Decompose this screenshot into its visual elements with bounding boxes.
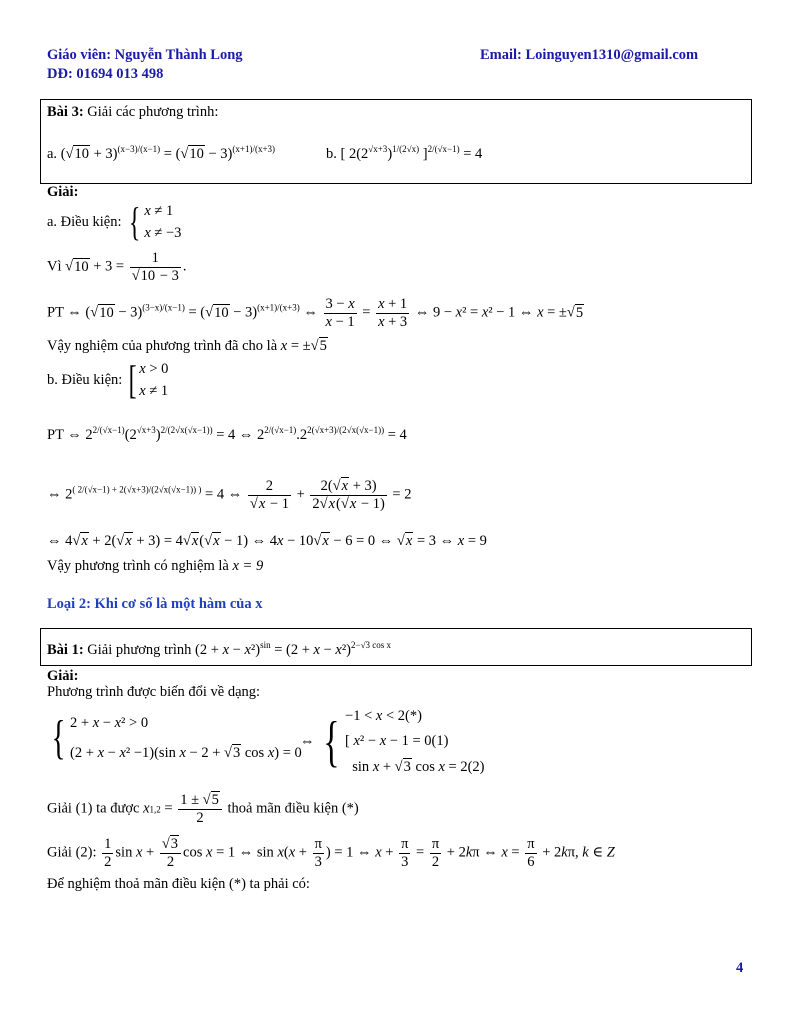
step-b-3: ⇔ 4√x + 2(√x + 3) = 4√x(√x − 1) ⇔ 4x − 10√x − 6 = 0 ⇔ √x = 3 ⇔ x = 9 [47, 533, 487, 549]
solution-2-heading: Giải: [47, 668, 79, 684]
solve-1-prefix: Giải (1) ta được [47, 800, 140, 817]
pt-line-a: PT ⇔ $(√10 - 3)^{(3-x)/(x-1)} = (√10 - 3)^{(x+1)/(x+3)}$ ⇔ $\frac{3 - x}{x - 1}$ = $\frac{x + 1}{x + 3}$ ⇔ 9 − x² = x² − 1 ⇔ x = ±√5 [47, 296, 584, 330]
condition-a: a. Điều kiện: { x ≠ 1 x ≠ −3 [47, 199, 182, 245]
solve-1-line: Giải (1) ta được x1,2 = $\frac{1 \pm √5}{2}$ thoả mãn điều kiện (*) [47, 792, 359, 826]
exercise-3a-equation: a. $(√10 + 3)^{(x-3)/(x-1)} = (√10 - 3)^{(x+1)/(x+3)}$ [47, 144, 276, 162]
teacher-phone: DĐ: 01694 013 498 [47, 66, 164, 82]
pt-label: PT [47, 304, 64, 321]
condition-b-label: b. Điều kiện: [47, 371, 123, 388]
solve-1-suffix: thoả mãn điều kiện (*) [227, 800, 359, 817]
conclusion-b-value: x = 9 [232, 558, 264, 574]
teacher-name: Giáo viên: Nguyễn Thành Long [47, 47, 243, 63]
step-b-2: ⇔ $2^{( 2/(√x-1) + 2(√x+3)/(2√x(√x-1)) )} = 4$ ⇔ $\frac{2}{√x - 1}$ + $\frac{2(√x + 3)}{2√x(√x - 1)}$ = 2 [47, 478, 412, 512]
solve-2-prefix: Giải (2): [47, 844, 97, 861]
conclusion-b [47, 558, 263, 575]
solve-2-line: Giải (2): $\frac{1}{2}$ sin x + $\frac{√3}{2}$ cos x = 1 ⇔ sin x(x + $\frac{\pi}{3}$ ) = 1 ⇔ x + $\frac{\pi}{3}$ = $\frac{\pi}{2}$ + 2kπ ⇔ x = $\frac{\pi}{6}$ + 2kπ, k ∈ Z [47, 836, 615, 870]
teacher-email: Email: Loinguyen1310@gmail.com [480, 47, 699, 63]
condition-b: b. Điều kiện: [ x > 0 x ≠ 1 [47, 357, 169, 403]
exercise-3-heading [47, 104, 218, 121]
system-right: ⇔ { −1 < x < 2(*) [ x² − x − 1 = 0(1) sin x + √3 cos x = 2(2) [300, 708, 485, 775]
section-title: Loại 2: Khi cơ số là một hàm của x [47, 596, 263, 612]
exercise-1-prompt: Giải phương trình [87, 641, 192, 658]
conclusion-a: Vậy nghiệm của phương trình đã cho là x = ±√5 [47, 338, 327, 354]
transform-text: Phương trình được biến đổi về dạng: [47, 684, 261, 700]
since-label: Vì [47, 258, 62, 275]
part-a-label: a. [47, 145, 58, 162]
exercise-3-prompt: Giải các phương trình: [87, 104, 219, 120]
page-number: 4 [736, 960, 744, 976]
exercise-3b-equation: b. [ $2(2^{√x+3})^{1/(2√x)}$ ]$^{2/(√x-1)}$ = 4 [326, 144, 483, 162]
since-line: Vì √10 + 3 = $\frac{1}{√10 - 3}$ . [47, 250, 187, 284]
solution-heading: Giải: [47, 184, 79, 200]
final-line: Để nghiệm thoả mãn điều kiện (*) ta phải có: [47, 876, 310, 892]
exercise-3-title: Bài 3: [47, 104, 84, 120]
conclusion-b-text: Vậy phương trình có nghiệm là [47, 558, 229, 574]
pt-line-b: PT ⇔ $2^{2/(√x-1)}(2^{√x+3})^{2/(2√x(√x-1))} = 4$ ⇔ $2^{2/(√x-1)}.2^{2(√x+3)/(2√x(√x-1))} = 4$ [47, 425, 407, 443]
system-left: { 2 + x − x² > 0 (2 + x − x² −1)(sin x − 2 + √3 cos x) = 0 [51, 711, 302, 765]
condition-a-label: a. Điều kiện: [47, 213, 122, 230]
part-b-label: b. [326, 145, 337, 162]
exercise-1-title: Bài 1: [47, 641, 84, 658]
conclusion-a-text: Vậy nghiệm của phương trình đã cho là [47, 338, 278, 354]
exercise-1-line: Bài 1: Giải phương trình $(2 + x - x^2)^{sin} = (2 + x - x^2)^{2-√3 cos x}$ [47, 640, 392, 658]
